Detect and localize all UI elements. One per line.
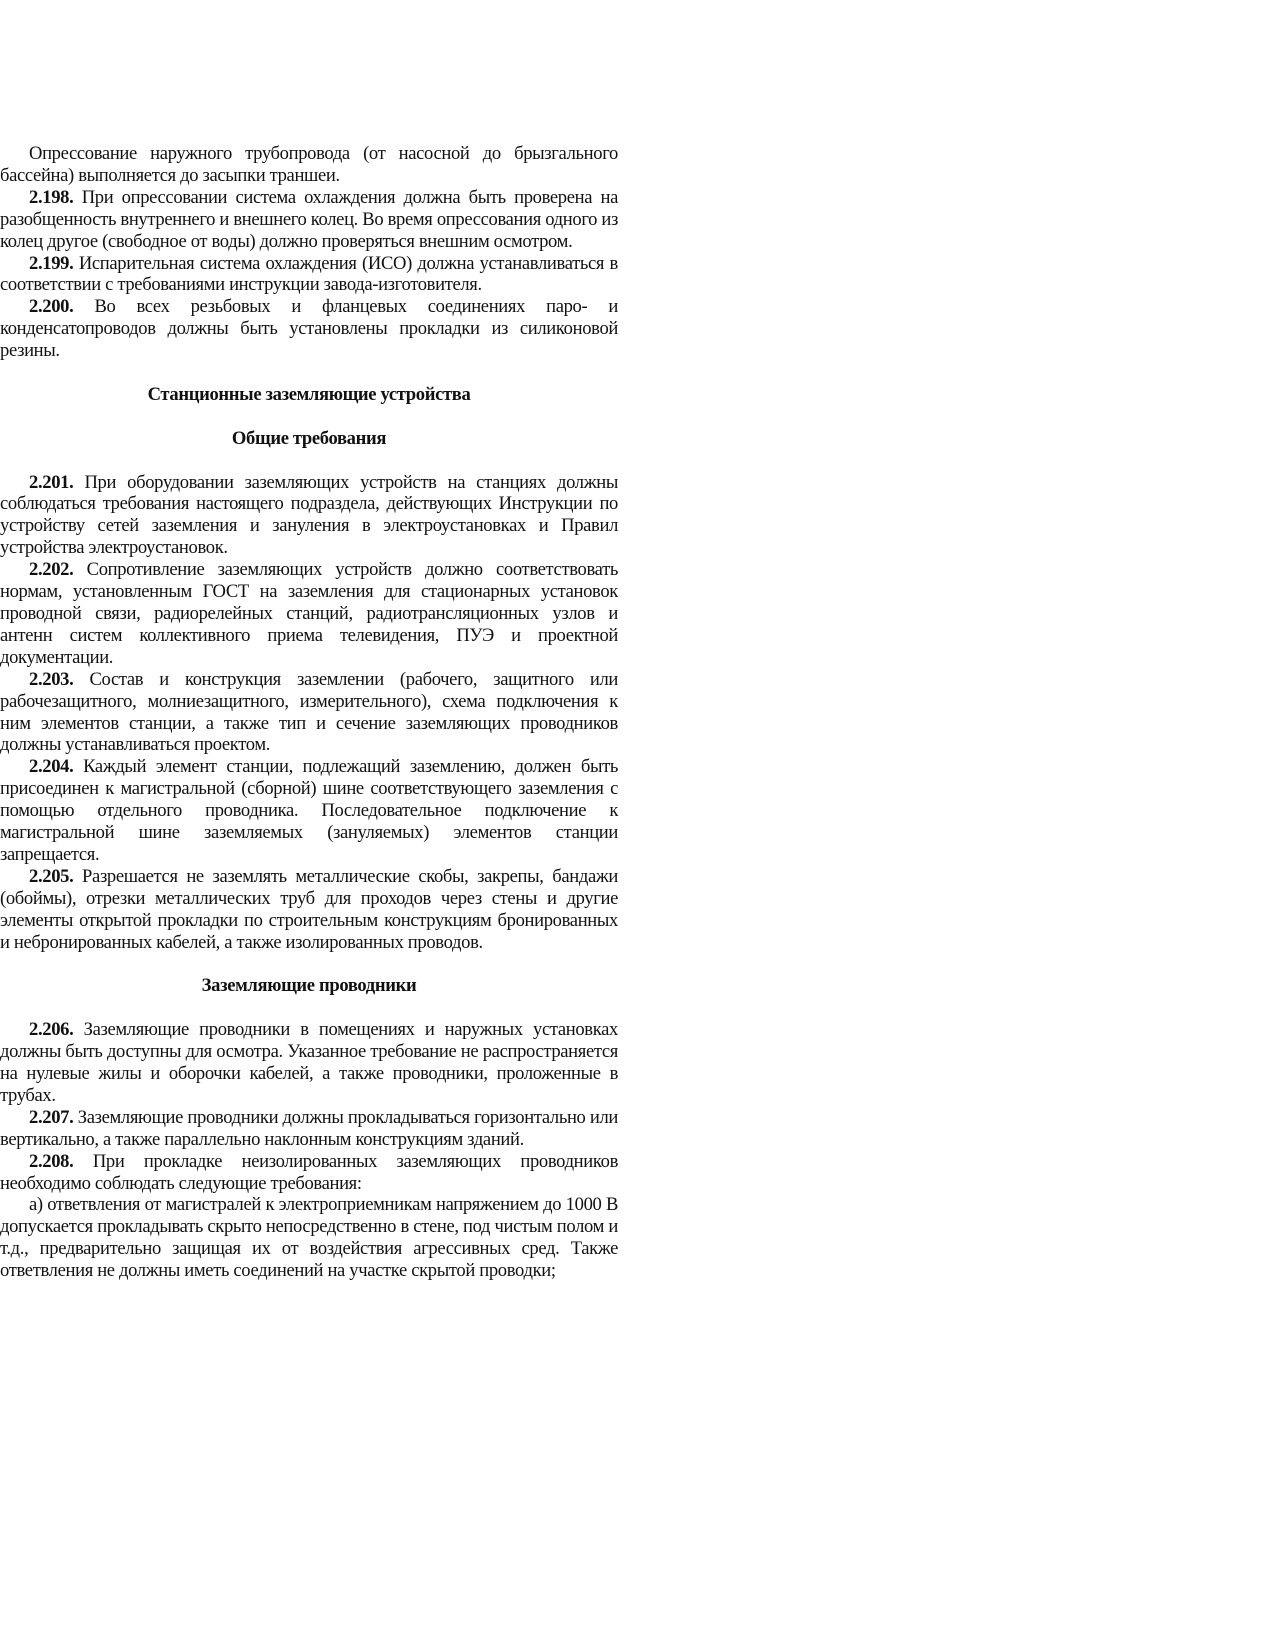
paragraph-text: При опрессовании система охлаждения должна быть проверена на разобщенность внутреннего и внешнего колец. Во время опрессования одного из колец другое (свободное от воды) должно проверяться внешним осмотром.	[0, 186, 618, 252]
paragraph-text: Заземляющие проводники должны прокладываться горизонтально или вертикально, а также параллельно наклонным конструкциям зданий.	[0, 1106, 618, 1150]
paragraph-text: При прокладке неизолированных заземляющих проводников необходимо соблюдать следующие требования:	[0, 1150, 618, 1194]
paragraph-2-206	[0, 1019, 618, 1107]
paragraph-2-208	[0, 1151, 618, 1195]
paragraph-2-200	[0, 296, 618, 362]
paragraph-2-198	[0, 187, 618, 253]
clause-number: 2.207.	[29, 1106, 74, 1128]
clause-number: 2.200.	[29, 296, 74, 318]
paragraph-2-207	[0, 1107, 618, 1151]
paragraph-text: Опрессование наружного трубопровода (от насосной до брызгального бассейна) выполняется до засыпки траншеи.	[0, 143, 618, 186]
paragraph-text: Каждый элемент станции, подлежащий заземлению, должен быть присоединен к магистральной (сборной) шине соответствующего заземления с помощью отдельного проводника. Последовательное подключение к магистральной шине заземляемых (зануляемых) элементов станции запрещается.	[0, 756, 618, 865]
clause-number: 2.204.	[29, 756, 74, 778]
spacer	[0, 997, 618, 1019]
document-body	[0, 143, 618, 1282]
paragraph-2-204	[0, 756, 618, 866]
paragraph-text: Сопротивление заземляющих устройств должно соответствовать нормам, установленным ГОСТ на заземления для стационарных установок проводной связи, радиорелейных станций, радиотрансляционных узлов и антенн систем коллективного приема телевидения, ПУЭ и проектной документации.	[0, 559, 618, 668]
spacer	[0, 953, 618, 975]
list-item-a	[0, 1194, 618, 1282]
clause-number: 2.206.	[29, 1019, 74, 1041]
paragraph-2-205	[0, 866, 618, 954]
spacer	[0, 406, 618, 428]
paragraph-2-203	[0, 669, 618, 757]
clause-number: 2.199.	[29, 252, 74, 274]
clause-number: 2.202.	[29, 559, 74, 581]
paragraph-text: При оборудовании заземляющих устройств на станциях должны соблюдаться требования настоящего подраздела, действующих Инструкции по устройству сетей заземления и зануления в электроустановках и Правил устройства электроустановок.	[0, 471, 618, 559]
paragraph-text: Заземляющие проводники в помещениях и наружных установках должны быть доступны для осмотра. Указанное требование не распространяется на нулевые жилы и оборочки кабелей, а также проводники, проложенные в трубах.	[0, 1019, 618, 1106]
clause-number: 2.198.	[29, 186, 74, 208]
paragraph-text: Разрешается не заземлять металлические скобы, закрепы, бандажи (обоймы), отрезки металлических труб для проходов через стены и другие элементы открытой прокладки по строительным конструкциям бронированных и небронированных кабелей, а также изолированных проводов.	[0, 865, 618, 953]
paragraph-text: Испарительная система охлаждения (ИСО) должна устанавливаться в соответствии с требованиями инструкции завода-изготовителя.	[0, 252, 618, 296]
paragraph-text: Во всех резьбовых и фланцевых соединениях паро- и конденсатопроводов должны быть установлены прокладки из силиконовой резины.	[0, 296, 618, 362]
clause-number: 2.203.	[29, 668, 74, 690]
paragraph-2-201	[0, 472, 618, 560]
section-heading-station-grounding-devices: Станционные заземляющие устройства	[147, 383, 471, 405]
subsection-heading-general-requirements: Общие требования	[231, 427, 387, 449]
clause-number: 2.205.	[29, 865, 74, 887]
spacer	[0, 450, 618, 472]
paragraph-text: Состав и конструкция заземлении (рабочего, защитного или рабочезащитного, молниезащитного, измерительного), схема подключения к ним элементов станции, а также тип и сечение заземляющих проводников должны устанавливаться проектом.	[0, 668, 618, 756]
paragraph-2-202	[0, 559, 618, 669]
clause-number: 2.208.	[29, 1150, 74, 1172]
paragraph-pressure-testing-outer-pipeline	[0, 143, 618, 187]
paragraph-text: а) ответвления от магистралей к электроприемникам напряжением до 1000 В допускается прокладывать скрыто непосредственно в стене, под чистым полом и т.д., предварительно защищая их от воздействия агрессивных сред. Также ответвления не должны иметь соединений на участке скрытой проводки;	[0, 1194, 618, 1282]
clause-number: 2.201.	[29, 471, 74, 493]
subsection-heading-grounding-conductors: Заземляющие проводники	[201, 975, 417, 997]
paragraph-2-199	[0, 253, 618, 297]
spacer	[0, 362, 618, 384]
